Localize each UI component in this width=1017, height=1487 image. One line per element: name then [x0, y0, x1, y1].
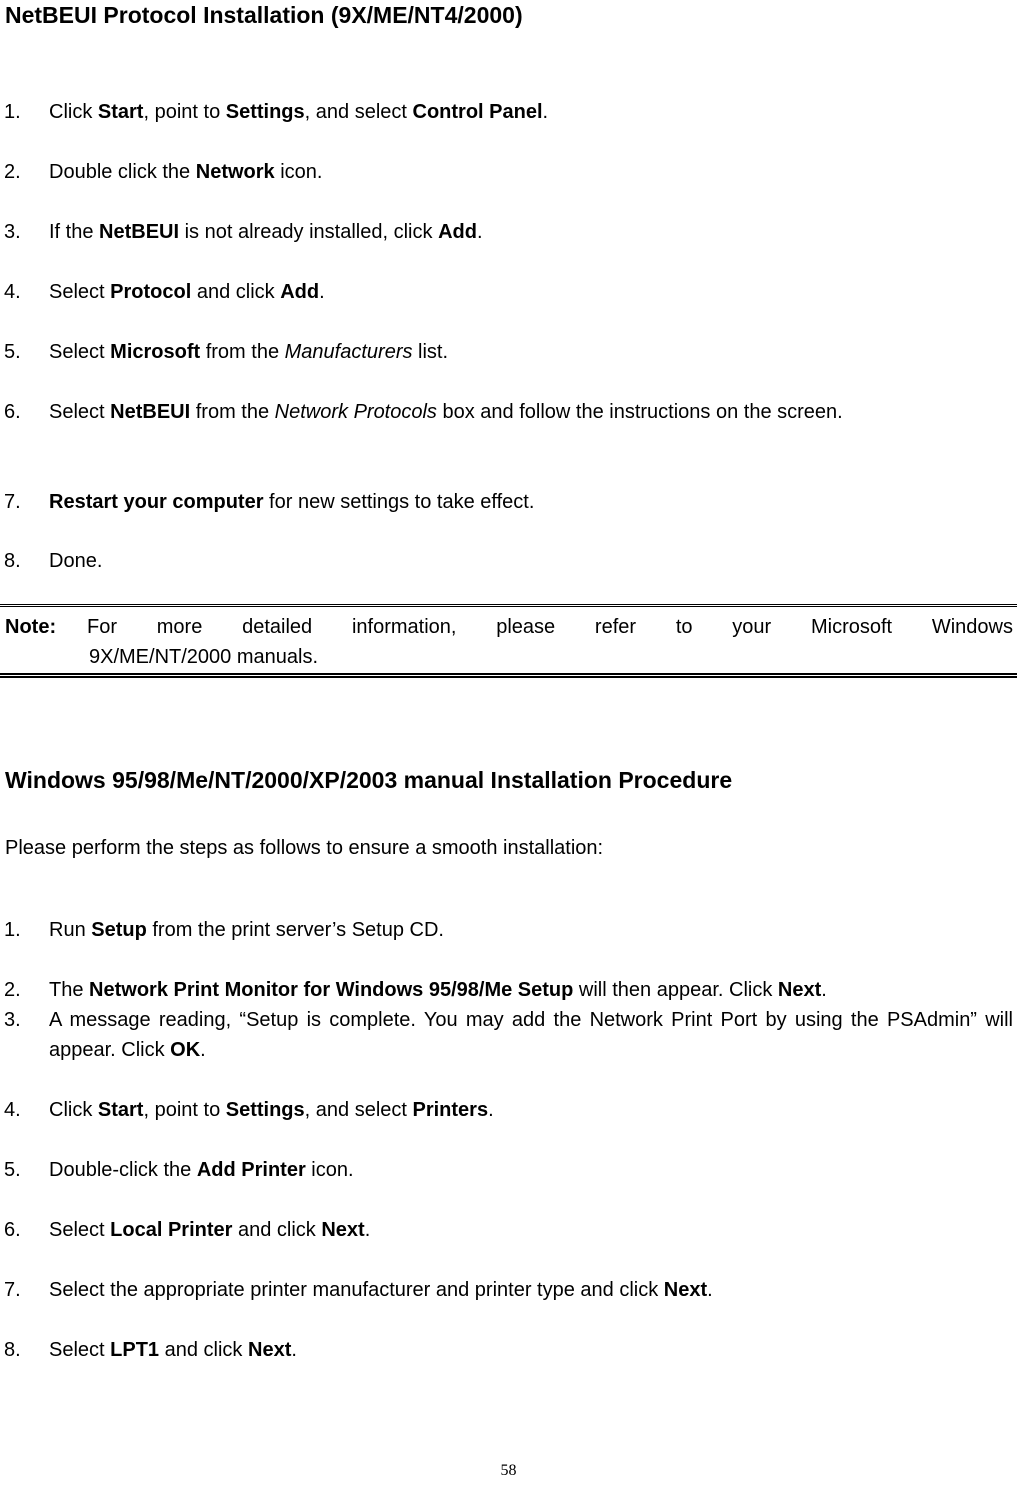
step-text: Select Local Printer and click Next. [49, 1219, 371, 1241]
step-number: 3. [4, 221, 21, 243]
section1-title: NetBEUI Protocol Installation (9X/ME/NT4/2000) [5, 2, 523, 28]
section2-step-7 [4, 1275, 1013, 1305]
section1-step-8 [4, 546, 1013, 576]
page-number: 58 [500, 1462, 517, 1479]
note-label: Note: [5, 616, 57, 638]
step-text: Select Protocol and click Add. [49, 281, 325, 303]
step-number: 1. [4, 919, 21, 941]
step-number: 2. [4, 161, 21, 183]
step-number: 8. [4, 550, 21, 572]
step-number: 6. [4, 1219, 21, 1241]
step-number: 8. [4, 1339, 21, 1361]
step-text: Click Start, point to Settings, and select Printers. [49, 1099, 494, 1121]
step-number: 5. [4, 1159, 21, 1181]
step-text: Double-click the Add Printer icon. [49, 1159, 354, 1181]
step-text: Select LPT1 and click Next. [49, 1339, 297, 1361]
step-number: 4. [4, 1099, 21, 1121]
section2-step-1 [4, 915, 1013, 945]
section1-step-1 [4, 97, 1013, 127]
section1-step-3 [4, 217, 1013, 247]
step-text: Select the appropriate printer manufacturer and printer type and click Next. [49, 1279, 713, 1301]
section2-step-6 [4, 1215, 1013, 1245]
note-rule-bottom [0, 673, 1017, 678]
step-number: 6. [4, 401, 21, 423]
step-number: 2. [4, 979, 21, 1001]
step-text: A message reading, “Setup is complete. You may add the Network Print Port by using the PSAdmin” will appear. Click OK. [49, 1009, 1013, 1061]
note-rule-top [0, 604, 1017, 607]
note-line-2: 9X/ME/NT/2000 manuals. [89, 646, 318, 668]
step-text: Run Setup from the print server’s Setup CD. [49, 919, 444, 941]
section2-step-3 [4, 1005, 1013, 1065]
section2-step-4 [4, 1095, 1013, 1125]
step-text: Select Microsoft from the Manufacturers list. [49, 341, 449, 363]
section2-title: Windows 95/98/Me/NT/2000/XP/2003 manual Installation Procedure [5, 767, 733, 793]
section1-step-4 [4, 277, 1013, 307]
step-number: 7. [4, 1279, 21, 1301]
step-text: If the NetBEUI is not already installed, click Add. [49, 221, 483, 243]
section1-step-6 [4, 397, 1013, 427]
section1-step-5 [4, 337, 1013, 367]
step-text: Done. [49, 550, 103, 572]
step-text: Double click the Network icon. [49, 161, 323, 183]
section1-step-2 [4, 157, 1013, 187]
note-block [5, 612, 1013, 672]
section1-step-7 [4, 487, 1013, 517]
section2-step-2 [4, 975, 1013, 1005]
step-number: 3. [4, 1009, 21, 1031]
step-number: 1. [4, 101, 21, 123]
step-number: 5. [4, 341, 21, 363]
step-text: Click Start, point to Settings, and select Control Panel. [49, 101, 549, 123]
step-number: 7. [4, 491, 21, 513]
section2-step-5 [4, 1155, 1013, 1185]
step-number: 4. [4, 281, 21, 303]
step-text: Restart your computer for new settings to take effect. [49, 491, 535, 513]
section2-step-8 [4, 1335, 1013, 1365]
step-text: Select NetBEUI from the Network Protocols box and follow the instructions on the screen. [49, 401, 843, 423]
section2-intro: Please perform the steps as follows to ensure a smooth installation: [5, 837, 604, 859]
note-line-1: For more detailed information, please refer to your Microsoft Windows [87, 616, 1013, 638]
step-text: The Network Print Monitor for Windows 95/98/Me Setup will then appear. Click Next. [49, 979, 827, 1001]
